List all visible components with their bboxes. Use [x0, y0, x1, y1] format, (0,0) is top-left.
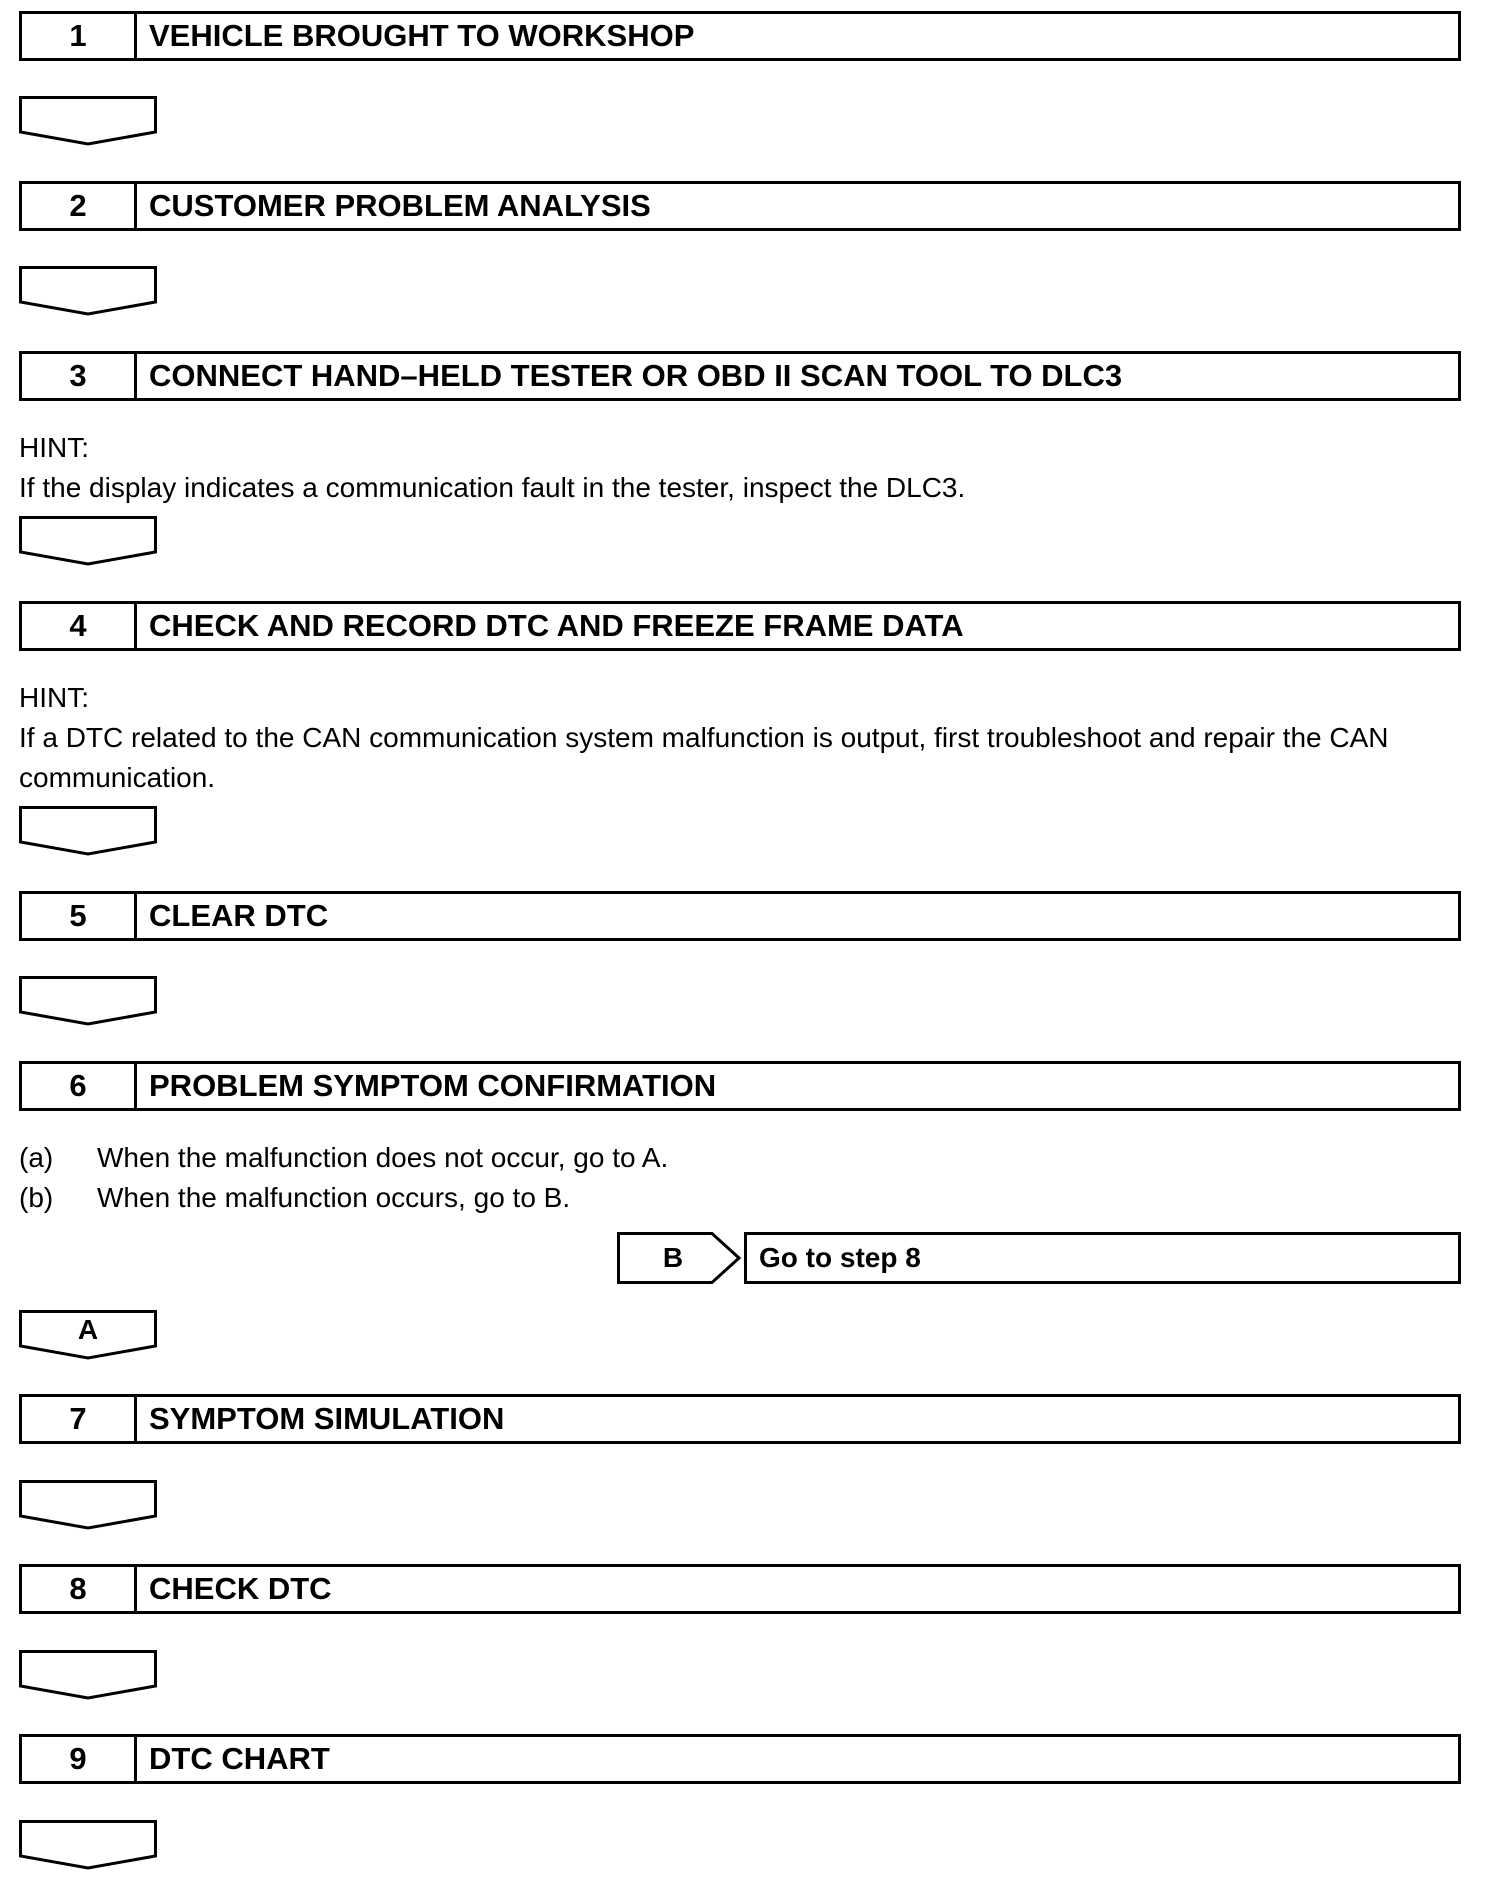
- step-3-box: [19, 351, 1461, 401]
- hint-label: HINT:: [19, 432, 89, 463]
- step-number: 3: [22, 354, 137, 398]
- list-item-text: When the malfunction occurs, go to B.: [97, 1182, 571, 1213]
- flow-arrow: [19, 806, 157, 856]
- down-arrow-icon: [19, 516, 157, 566]
- step-title: CHECK DTC: [149, 1571, 332, 1606]
- step-number: 5: [22, 894, 137, 938]
- list-marker: (a): [19, 1142, 54, 1173]
- down-arrow-icon: [19, 1480, 157, 1530]
- flow-arrow: [19, 1480, 157, 1530]
- branch-label: B: [662, 1242, 684, 1273]
- list-item: [19, 1178, 570, 1218]
- flow-arrow: [19, 1650, 157, 1700]
- goto-step-box: Go to step 8: [744, 1232, 1461, 1284]
- step-number: 8: [22, 1567, 137, 1611]
- step-title: VEHICLE BROUGHT TO WORKSHOP: [149, 18, 695, 53]
- step-5-box: [19, 891, 1461, 941]
- step-title: CUSTOMER PROBLEM ANALYSIS: [149, 188, 651, 223]
- list-item-text: When the malfunction does not occur, go to A.: [97, 1142, 669, 1173]
- flow-arrow: [19, 266, 157, 316]
- step-title: PROBLEM SYMPTOM CONFIRMATION: [149, 1068, 717, 1103]
- down-arrow-icon: [19, 1650, 157, 1700]
- step-1-box: [19, 11, 1461, 61]
- branch-a-arrow: [19, 1310, 157, 1360]
- step-number: 2: [22, 184, 137, 228]
- flow-arrow: [19, 96, 157, 146]
- hint-text: If the display indicates a communication fault in the tester, inspect the DLC3.: [19, 472, 966, 503]
- step-title: CONNECT HAND–HELD TESTER OR OBD II SCAN TOOL TO DLC3: [149, 358, 1123, 393]
- step-title: CLEAR DTC: [149, 898, 329, 933]
- step-number: 6: [22, 1064, 137, 1108]
- down-arrow-icon: [19, 1820, 157, 1870]
- flow-arrow: [19, 516, 157, 566]
- down-arrow-icon: [19, 96, 157, 146]
- step-title: SYMPTOM SIMULATION: [149, 1401, 505, 1436]
- step-4-box: [19, 601, 1461, 651]
- step-8-box: [19, 1564, 1461, 1614]
- down-arrow-icon: [19, 976, 157, 1026]
- flow-arrow: [19, 1820, 157, 1870]
- step-7-box: [19, 1394, 1461, 1444]
- step-number: 1: [22, 14, 137, 58]
- hint-text: If a DTC related to the CAN communication system malfunction is output, first troubleshoot and repair the CAN communication.: [19, 722, 1389, 793]
- step-number: 7: [22, 1397, 137, 1441]
- hint-label: HINT:: [19, 682, 89, 713]
- down-arrow-icon: [19, 266, 157, 316]
- down-arrow-icon: [19, 806, 157, 856]
- flow-arrow: [19, 976, 157, 1026]
- branch-b-arrow: [617, 1232, 741, 1284]
- step-title: CHECK AND RECORD DTC AND FREEZE FRAME DATA: [149, 608, 964, 643]
- step-number: 9: [22, 1737, 137, 1781]
- list-marker: (b): [19, 1182, 54, 1213]
- step-number: 4: [22, 604, 137, 648]
- step-9-box: [19, 1734, 1461, 1784]
- step-6-box: [19, 1061, 1461, 1111]
- branch-label: A: [77, 1314, 99, 1345]
- step-title: DTC CHART: [149, 1741, 330, 1776]
- step-2-box: [19, 181, 1461, 231]
- list-item: [19, 1138, 668, 1178]
